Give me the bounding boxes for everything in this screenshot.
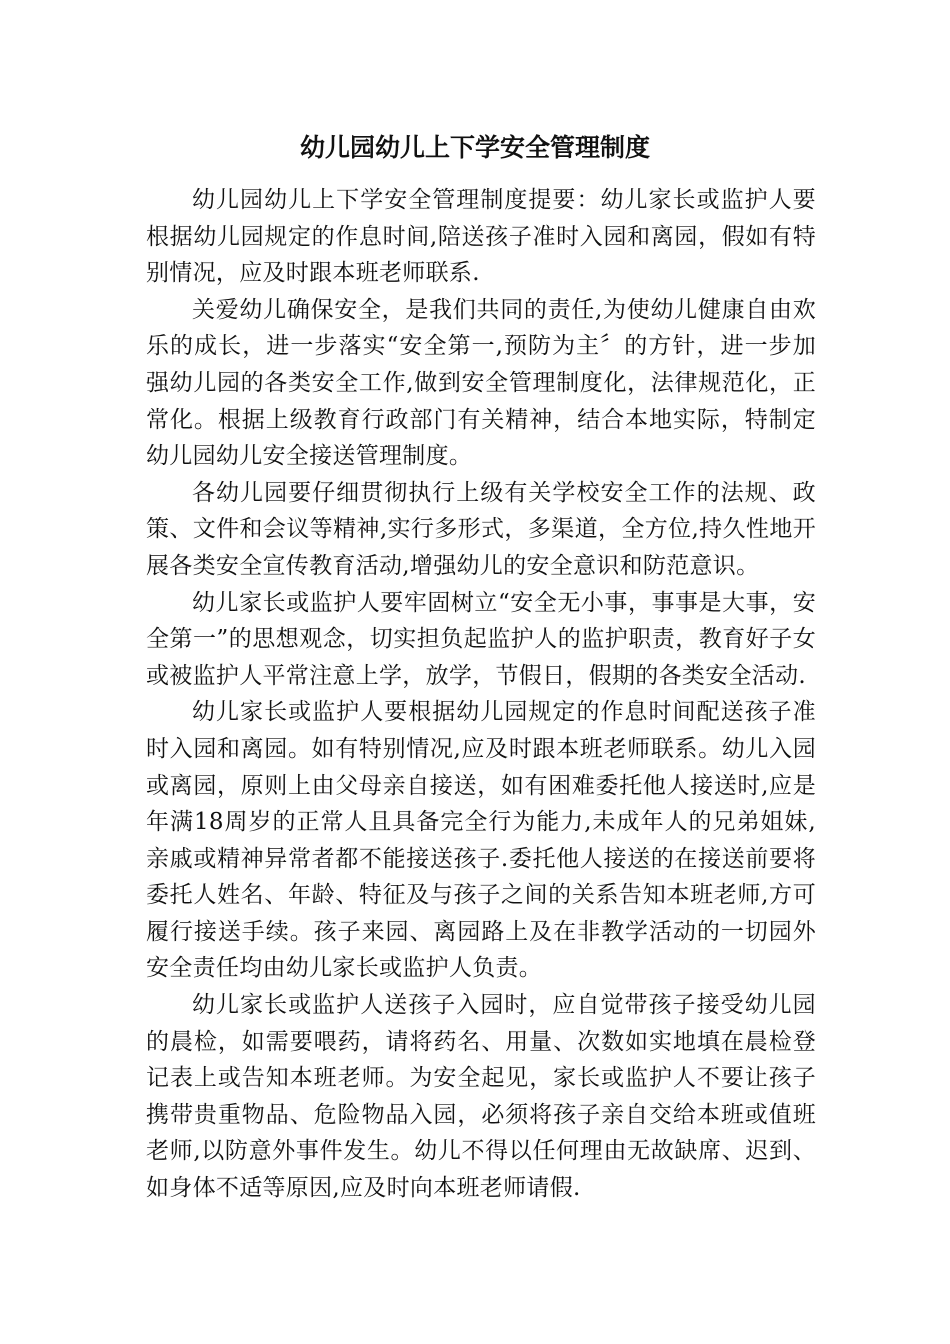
paragraph-summary: 幼儿园幼儿上下学安全管理制度提要：幼儿家长或监护人要根据幼儿园规定的作息时间,陪送孩子准时入园和离园，假如有特别情况，应及时跟本班老师联系. <box>146 187 816 287</box>
document-title: 幼儿园幼儿上下学安全管理制度 <box>299 133 650 162</box>
paragraph-responsibility: 关爱幼儿确保安全，是我们共同的责任,为使幼儿健康自由欢乐的成长，进一步落实“安全第一,预防为主〞的方针，进一步加强幼儿园的各类安全工作,做到安全管理制度化，法律规范化，正常化。根据上级教育行政部门有关精神，结合本地实际，特制定幼儿园幼儿安全接送管理制度。 <box>146 296 816 470</box>
paragraph-guardian-awareness: 幼儿家长或监护人要牢固树立“安全无小事，事事是大事，安全第一”的思想观念，切实担负起监护人的监护职责，教育好子女或被监护人平常注意上学，放学，节假日，假期的各类安全活动. <box>146 589 816 689</box>
document-body <box>146 182 816 1207</box>
paragraph-morning-check: 幼儿家长或监护人送孩子入园时，应自觉带孩子接受幼儿园的晨检，如需要喂药，请将药名、用量、次数如实地填在晨检登记表上或告知本班老师。为安全起见，家长或监护人不要让孩子携带贵重物品、危险物品入园，必须将孩子亲自交给本班或值班老师,以防意外事件发生。幼儿不得以任何理由无故缺席、迟到、如身体不适等原因,应及时向本班老师请假. <box>146 992 816 1202</box>
paragraph-policy-implementation: 各幼儿园要仔细贯彻执行上级有关学校安全工作的法规、政策、文件和会议等精神,实行多形式，多渠道，全方位,持久性地开展各类安全宣传教育活动,增强幼儿的安全意识和防范意识。 <box>146 479 816 579</box>
paragraph-pickup-rules: 幼儿家长或监护人要根据幼儿园规定的作息时间配送孩子准时入园和离园。如有特别情况,应及时跟本班老师联系。幼儿入园或离园，原则上由父母亲自接送，如有困难委托他人接送时,应是年满18周岁的正常人且具备完全行为能力,未成年人的兄弟姐妹,亲戚或精神异常者都不能接送孩子.委托他人接送的在接送前要将委托人姓名、年龄、特征及与孩子之间的关系告知本班老师,方可履行接送手续。孩子来园、离园路上及在非教学活动的一切园外安全责任均由幼儿家长或监护人负责。 <box>146 699 816 982</box>
